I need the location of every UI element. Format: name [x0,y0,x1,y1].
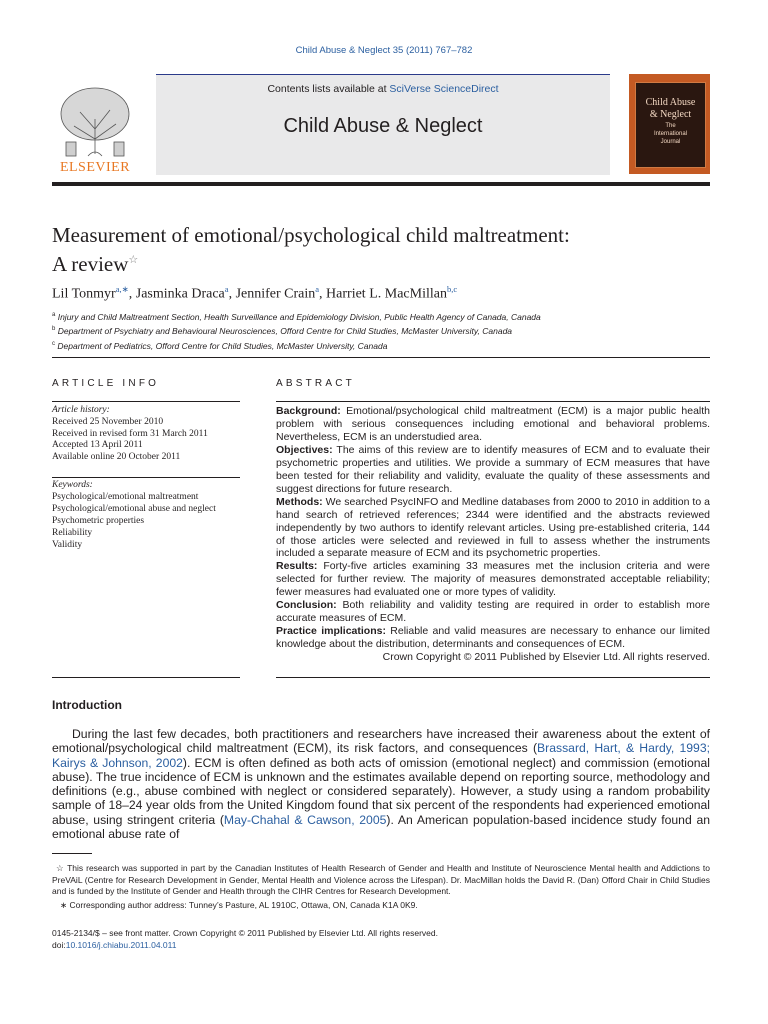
abstract-section-text: We searched PsycINFO and Medline databases from 2000 to 2010 in addition to a hand search of retrieved references; 2344 were identified and the abstracts reviewed independently by two authors to identify relevant articles. Using pre-established criteria, 144 of those articles were selected and reviewed in full to assess whether the instruments included a separate measure of ECM and its psychometric properties. [276,495,710,560]
keywords-label: Keywords: [52,480,93,490]
title-line-1: Measurement of emotional/psychological child maltreatment: [52,223,570,247]
abstract-section-text: Both reliability and validity testing are required in order to establish more accurate measures of ECM. [276,599,710,625]
footnote-star-icon: ☆ [56,863,65,873]
doi-line [52,940,438,952]
author-name: Jennifer Crain [235,286,316,302]
author-separator: , [228,286,236,302]
intro-text: ). ECM is often defined as both acts of omission (emotional neglect) and commission (emotional abuse). The true incidence of ECM is unknown and the estimates available depend on reporting source, methodology and definitions (e.g., abuse combined with neglect or considered separately). However, a study using a random probability sample of 18–24 year olds from the United Kingdom found that six percent of the respondents had experienced emotional abuse, using stringent criteria ( [52,755,710,827]
abstract-rule [276,401,710,402]
contents-availability-line [156,83,610,95]
article-info-bottom-rule [52,677,240,678]
abstract-section-text: Forty-five articles examining 33 measures met the inclusion criteria and were selected for further review. The majority of measures demonstrated acceptable reliability; fewer measures had evaluated one or more types of validity. [276,560,710,599]
abstract-conclusion [276,599,710,625]
footnote-rule [52,853,92,854]
abstract-section-label: Background: [276,405,341,417]
author-name: Lil Tonmyr [52,286,116,302]
abstract-section-label: Objectives: [276,443,333,456]
abstract-methods [276,496,710,561]
cover-subtitle-line-2: International [653,131,688,137]
abstract-background [276,405,710,444]
history-label: Article history: [52,405,110,415]
abstract-section-label: Methods: [276,495,323,508]
abstract-section-label: Conclusion: [276,599,337,612]
article-history [52,405,208,464]
author-separator: , [319,286,327,302]
keyword-item: Validity [52,540,83,550]
affiliation-text: Department of Psychiatry and Behavioural Neurosciences, Offord Centre for Child Studies, McMaster University, Canada [57,326,513,337]
cover-title-line-2: & Neglect [649,109,692,120]
abstract-section-text: Reliable and valid measures are necessary to enhance our limited knowledge about the distribution, determinants and consequences of ECM. [276,625,710,651]
author-affiliation-mark[interactable]: a [315,284,320,294]
journal-name: Child Abuse & Neglect [283,115,483,137]
affiliations [52,309,541,352]
author-name: Harriet L. MacMillan [326,286,447,302]
affiliation-item [52,323,541,337]
cover-subtitle-line-3: Journal [660,139,681,145]
history-item: Available online 20 October 2011 [52,452,181,463]
affiliation-mark: c [52,340,55,347]
doi-link[interactable]: 10.1016/j.chiabu.2011.04.011 [65,939,177,950]
author-affiliation-mark[interactable]: a,∗ [115,284,129,294]
doi-label: doi: [52,939,66,950]
intro-text: During the last few decades, both practitioners and researchers have increased their awareness about the extent of emotional/psychological child maltreatment (ECM), its risk factors, and consequences ( [52,727,710,756]
abstract-section-text: The aims of this review are to identify measures of ECM and to evaluate their psychometric properties and utilities. We provide a summary of ECM measures that have been tested for their reliability and validity, evaluate the quality of these assessments and suggest directions for future research. [276,443,710,495]
history-item: Received 25 November 2010 [52,416,164,427]
keywords [52,479,216,551]
funding-footnote-text: This research was supported in part by the Canadian Institutes of Health Research of Gender and Health and Institute of Neuroscience Mental health and Addictions to PreVAiL (Centre for Research Development in Gender, Mental Health and Violence across the Lifespan). Dr. MacMillan holds the David R. (Dan) Offord Chair in Child Studies and is funded by the Institute of Gender and Health through the CIHR Centres for Research Development. [52,863,710,896]
corresponding-author-text: Corresponding author address: Tunney’s Pasture, AL 1910C, Ottawa, ON, Canada K1A 0K9. [69,899,418,910]
history-item: Accepted 13 April 2011 [52,440,143,451]
journal-reference-link[interactable]: Child Abuse & Neglect 35 (2011) 767–782 [295,45,473,56]
journal-header-band [156,74,610,175]
article-title [52,223,712,277]
abstract-heading: ABSTRACT [276,378,355,389]
affiliation-text: Department of Pediatrics, Offord Centre for Child Studies, McMaster University, Canada [57,340,388,351]
keyword-item: Psychological/emotional abuse and neglect [52,504,216,514]
introduction-paragraph [52,727,710,841]
history-item: Received in revised form 31 March 2011 [52,428,208,439]
front-matter [52,928,438,951]
abstract-body [276,405,710,664]
affiliation-mark: a [52,312,56,318]
cover-subtitle-line-1: The [665,123,676,129]
article-info-heading: ARTICLE INFO [52,378,160,389]
introduction-heading: Introduction [52,698,122,712]
keyword-item: Psychological/emotional maltreatment [52,492,199,502]
author-list [52,284,457,303]
footnote-asterisk-icon: ∗ [60,899,68,910]
title-line-2 [52,248,712,277]
citation-link[interactable]: May-Chahal & Cawson, 2005 [223,812,387,827]
author-affiliation-mark[interactable]: a [224,284,229,294]
abstract-section-label: Practice implications: [276,625,386,638]
abstract-objectives [276,444,710,496]
citation-link[interactable]: Brassard, Hart, & Hardy, 1993; Kairys & Johnson, 2002 [52,741,710,770]
abstract-copyright: Crown Copyright © 2011 Published by Elsevier Ltd. All rights reserved. [382,651,710,664]
corresponding-author-footnote [52,900,710,912]
keyword-item: Reliability [52,528,93,538]
cover-title-line-1: Child Abuse [645,97,696,108]
keywords-rule [52,477,240,478]
footnotes [52,863,710,913]
header-rule [52,182,710,186]
article-info-rule [52,401,240,402]
affiliation-item [52,338,541,352]
author-separator: , [128,286,136,302]
cover-panel [635,82,706,168]
title-text-2: A review [52,252,129,276]
abstract-practice-implications [276,625,710,651]
journal-cover-image [629,74,710,174]
author-affiliation-mark[interactable]: b,c [446,284,458,294]
sciencedirect-link[interactable]: SciVerse ScienceDirect [389,83,499,95]
affiliation-item [52,309,541,323]
section-rule [52,357,710,358]
affiliation-text: Injury and Child Maltreatment Section, Health Surveillance and Epidemiology Division, Public Health Agency of Canada, Canada [57,311,541,322]
funding-footnote [52,863,710,898]
affiliation-mark: b [52,326,56,333]
abstract-bottom-rule [276,677,710,678]
elsevier-wordmark: ELSEVIER [59,160,131,175]
intro-text: ). An American population-based incidence study found an emotional abuse rate of [52,812,710,842]
abstract-section-label: Results: [276,560,318,573]
front-matter-line: 0145-2134/$ – see front matter. Crown Copyright © 2011 Published by Elsevier Ltd. All rights reserved. [52,928,438,938]
abstract-results [276,560,710,599]
keyword-item: Psychometric properties [52,516,145,526]
abstract-section-text: Emotional/psychological child maltreatment (ECM) is a major public health problem with serious consequences including emotional and behavioral problems. Nevertheless, ECM is an understudied area. [276,405,710,443]
title-footnote-star-icon[interactable]: ☆ [128,254,139,266]
contents-prefix: Contents lists available at [267,83,390,95]
author-name: Jasminka Draca [135,286,225,302]
